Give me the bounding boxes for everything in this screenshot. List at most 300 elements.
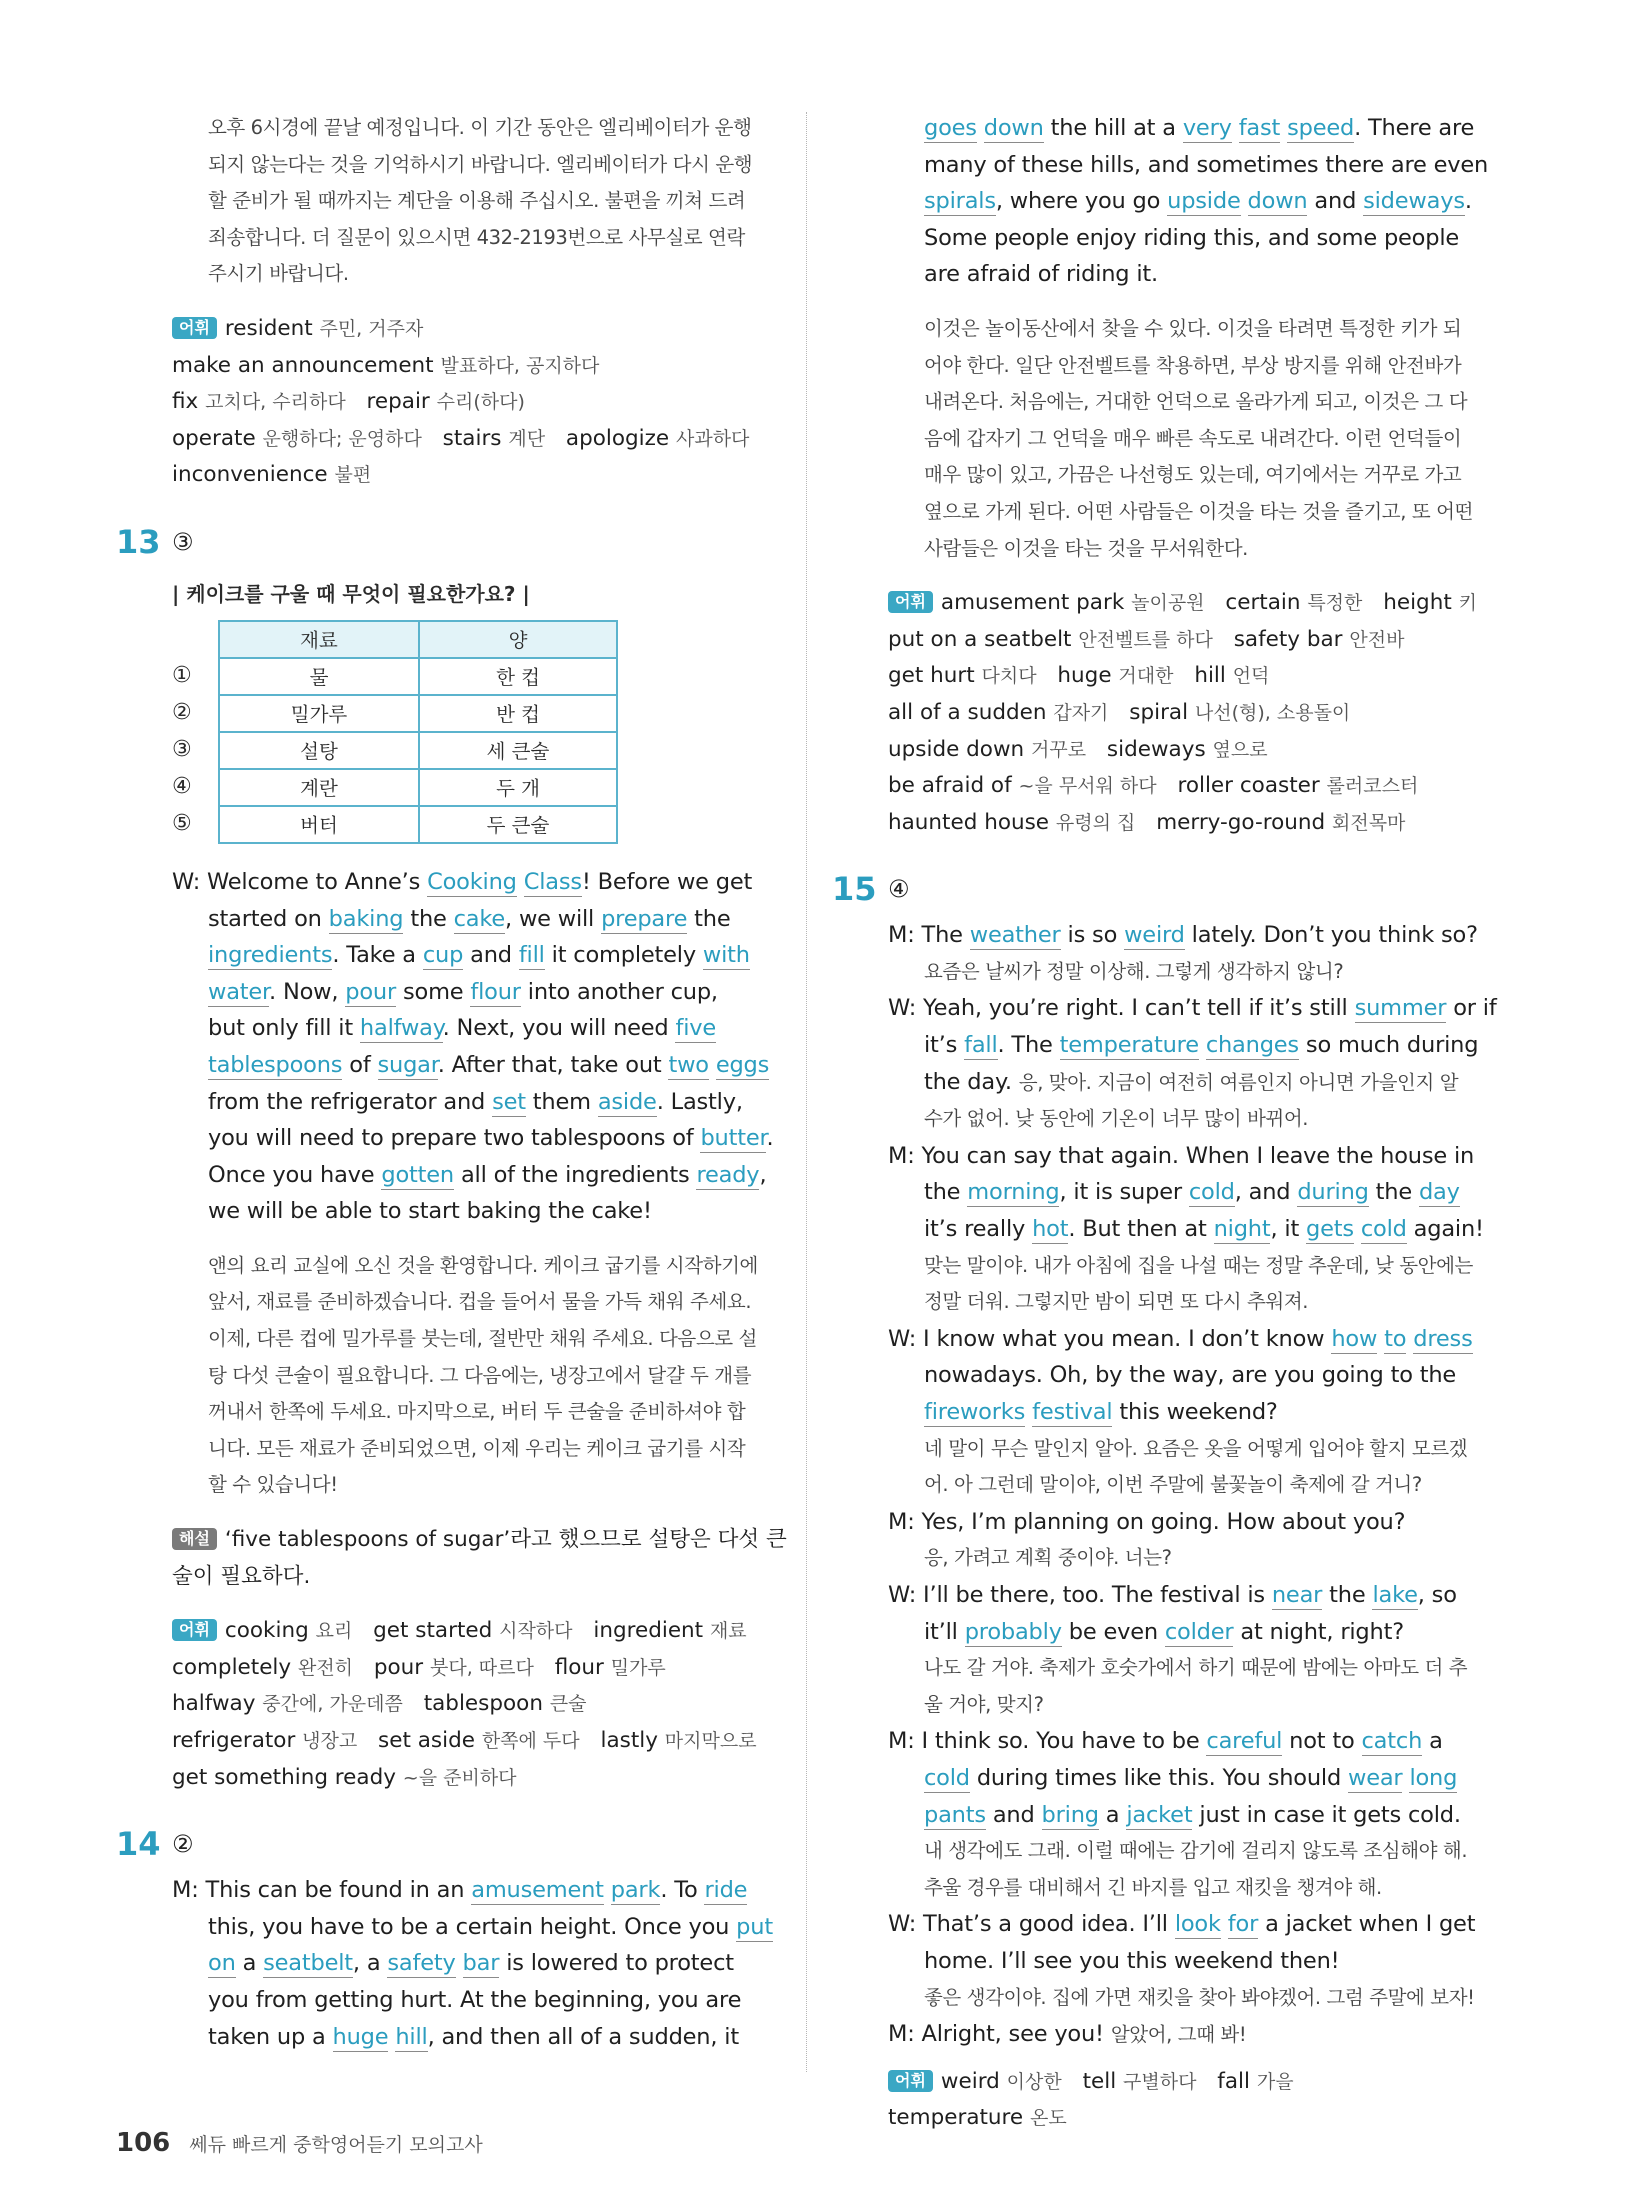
vocab-en: hill (1194, 663, 1226, 689)
vocab-en: amusement park (940, 590, 1125, 616)
dialog-line (172, 1909, 792, 1946)
dialog-text: or if (1446, 995, 1497, 1022)
key-word: prepare (601, 905, 688, 932)
vocab-item (172, 1765, 517, 1790)
key-word: long (1409, 1764, 1458, 1791)
dialog-text: them (525, 1088, 598, 1115)
key-word: ingredients (208, 942, 333, 969)
q14-translation (888, 311, 1498, 567)
dialog-text: into another cup, (520, 978, 718, 1005)
vocab-ko: 고치다, 수리하다 (205, 391, 346, 414)
key-word: to (1384, 1325, 1407, 1352)
vocab-ko: 나선(형), 소용돌이 (1194, 701, 1351, 724)
vocab-item (1129, 700, 1350, 725)
q12-vocab (172, 311, 792, 494)
vocab-list (172, 311, 792, 494)
vocab-ko: ~을 무서워 하다 (1018, 775, 1157, 798)
key-word: tablespoons (208, 1051, 343, 1078)
vocab-en: height (1383, 590, 1452, 616)
dialog-text: , where you go (995, 188, 1168, 215)
vocab-ko: 유령의 집 (1055, 811, 1136, 834)
dialog-line (888, 1394, 1498, 1431)
dialog-text: the (687, 905, 731, 932)
vocab-en: tell (1082, 2068, 1117, 2094)
key-word: sugar (377, 1051, 438, 1078)
key-word: upside (1167, 188, 1241, 215)
dialog-text: all of the ingredients (454, 1161, 697, 1188)
key-word: Cooking (427, 868, 517, 895)
dialog-line (888, 1577, 1498, 1614)
key-word: fireworks (924, 1399, 1026, 1425)
table-row (219, 806, 617, 843)
q12-translation (172, 110, 792, 293)
key-word: bring (1041, 1801, 1099, 1828)
dialog-text: , it (1270, 1216, 1307, 1243)
dialog-text (1199, 1032, 1206, 1058)
table-row (219, 732, 617, 769)
vocab-en: apologize (565, 425, 670, 451)
vocab-item (172, 1691, 403, 1716)
vocab-en: temperature (888, 2105, 1024, 2131)
dialog-text (517, 869, 524, 895)
answer-mark: ④ (888, 875, 910, 904)
turn-translation: 좋은 생각이야. 집에 가면 재킷을 찾아 봐야겠어. 그럼 주말에 보자! (924, 1985, 1475, 2009)
key-word: two (668, 1051, 709, 1078)
explanation-line: ‘five tablespoons of sugar’라고 했으므로 설탕은 다섯 큰 (224, 1527, 787, 1553)
vocab-en: refrigerator (172, 1728, 296, 1753)
vocab-en: sideways (1106, 736, 1206, 762)
vocab-item (172, 1728, 357, 1753)
vocab-item (1156, 810, 1405, 835)
dialog-turn (888, 1577, 1498, 1723)
q14-dialog-continued (888, 110, 1498, 293)
ingredient-cell: 버터 (219, 806, 419, 843)
dialog-turn (888, 1138, 1498, 1321)
right-column (832, 110, 1498, 2137)
dialog-text: . After that, take out (437, 1051, 669, 1078)
vocab-ko: 한쪽에 두다 (481, 1730, 580, 1752)
key-word: eggs (715, 1051, 770, 1078)
dialog-line (888, 220, 1498, 257)
vocab-ko: 마지막으로 (664, 1730, 757, 1752)
dialog-text: are afraid of riding it. (924, 261, 1158, 288)
vocab-ko: 냉장고 (302, 1730, 358, 1752)
dialog-text: and (1307, 188, 1364, 215)
vocab-item (1383, 590, 1477, 615)
key-word: wear (1348, 1764, 1403, 1791)
dialog-text: the (1322, 1581, 1373, 1608)
vocab-item (1217, 2069, 1293, 2094)
vocab-item (888, 627, 1213, 652)
vocab-ko: 요리 (315, 1620, 353, 1643)
dialog-text: and (463, 942, 519, 969)
vocab-en: set aside (378, 1728, 475, 1753)
vocab-item (1225, 590, 1362, 615)
key-word: probably (964, 1618, 1062, 1645)
dialog-text: , a (352, 1950, 388, 1977)
dialog-text: . The (997, 1032, 1060, 1059)
inline-translation: 응, 맞아. 지금이 여전히 여름인지 아니면 가을인지 알 (1018, 1070, 1459, 1094)
dialog-text: M: Alright, see you! (888, 2021, 1111, 2048)
dialog-text: from the refrigerator and (208, 1088, 493, 1115)
vocab-en: roller coaster (1177, 773, 1320, 799)
vocab-ko: 주민, 거주자 (319, 317, 424, 340)
vocab-ko: 완전히 (297, 1656, 354, 1679)
dialog-line (172, 1010, 792, 1047)
vocab-ko: ~을 준비하다 (402, 1766, 517, 1789)
key-word: during (1297, 1179, 1369, 1206)
dialog-line (888, 1943, 1498, 1980)
dialog-text: you will need to prepare two tablespoons of (208, 1125, 701, 1152)
vocab-list (172, 1613, 792, 1796)
left-column (116, 110, 792, 2055)
dialog-text: this weekend? (1112, 1399, 1278, 1425)
vocab-ko: 특정한 (1307, 592, 1363, 615)
dialog-line (172, 1982, 792, 2019)
vocab-item (172, 1655, 353, 1680)
dialog-text: again! (1406, 1216, 1484, 1243)
vocab-en: put on a seatbelt (888, 626, 1072, 652)
key-word: careful (1206, 1728, 1283, 1755)
dialog-text: but only fill it (208, 1015, 360, 1042)
text-line: 어야 한다. 일단 안전벨트를 착용하면, 부상 방지를 위해 안전바가 (924, 353, 1462, 377)
vocab-ko: 키 (1458, 592, 1477, 615)
dialog-text: the (924, 1179, 968, 1206)
key-word: speed (1287, 115, 1355, 141)
vocab-item (941, 2069, 1062, 2094)
turn-translation: 정말 더워. 그렇지만 밤이 되면 또 다시 추워져. (924, 1290, 1309, 1314)
dialog-text: home. I’ll see you this weekend then! (924, 1947, 1340, 1974)
turn-translation: 맞는 말이야. 내가 아침에 집을 나설 때는 정말 추운데, 낮 동안에는 (924, 1253, 1473, 1277)
dialog-text: . Take a (332, 942, 423, 969)
dialog-text: nowadays. Oh, by the way, are you going to the (924, 1362, 1457, 1389)
dialog-turn (888, 2016, 1498, 2054)
vocab-en: ingredient (593, 1618, 704, 1644)
dialog-text: M: The (888, 922, 970, 949)
turn-translation: 수가 없어. 낮 동안에 기온이 너무 많이 바뀌어. (924, 1107, 1309, 1131)
text-line: 할 준비가 될 때까지는 계단을 이용해 주십시오. 불편을 끼쳐 드려 (208, 189, 746, 213)
turn-translation: 추울 경우를 대비해서 긴 바지를 입고 재킷을 챙겨야 해. (924, 1875, 1382, 1899)
dialog-line (888, 1321, 1498, 1358)
amount-cell: 세 큰술 (419, 732, 617, 769)
vocab-tag: 어휘 (172, 1619, 217, 1641)
vocab-ko: 큰술 (549, 1693, 587, 1716)
amount-cell: 반 컵 (419, 695, 617, 732)
amount-cell: 두 개 (419, 769, 617, 806)
key-word: morning (967, 1179, 1060, 1206)
key-word: festival (1032, 1399, 1113, 1425)
vocab-item (555, 1655, 666, 1680)
dialog-text: be even (1061, 1618, 1165, 1645)
key-word: spirals (924, 188, 996, 215)
dialog-text: . Now, (269, 978, 346, 1005)
vocab-ko: 구별하다 (1123, 2070, 1197, 2093)
dialog-text: . Next, you will need (442, 1015, 676, 1042)
vocab-ko: 안전바 (1349, 628, 1405, 651)
vocab-ko: 불편 (334, 464, 372, 487)
dialog-text: the (403, 905, 454, 932)
dialog-text: M: This can be found in an (172, 1877, 472, 1904)
dialog-text: . To (660, 1877, 705, 1904)
q13-vocab (172, 1613, 792, 1796)
vocab-en: get hurt (888, 663, 975, 689)
vocab-item (600, 1728, 756, 1753)
key-word: fast (1238, 115, 1281, 141)
explanation-tag: 해설 (172, 1528, 217, 1550)
vocab-en: halfway (172, 1691, 256, 1717)
dialog-turn (888, 1906, 1498, 2016)
dialog-text: during times like this. You should (969, 1764, 1348, 1791)
dialog-line (888, 1504, 1498, 1541)
dialog-line (888, 256, 1498, 293)
vocab-en: completely (172, 1654, 292, 1680)
key-word: dress (1413, 1325, 1473, 1352)
dialog-line (888, 1614, 1498, 1651)
text-line: 옆으로 가게 된다. 어떤 사람들은 이것을 타는 것을 즐기고, 또 어떤 (924, 499, 1473, 523)
vocab-ko: 언덕 (1232, 665, 1270, 688)
vocab-item (172, 462, 371, 487)
vocab-ko: 발표하다, 공지하다 (440, 354, 600, 377)
text-line: 할 수 있습니다! (208, 1473, 338, 1497)
dialog-line (888, 1906, 1498, 1943)
vocab-ko: 거꾸로 (1031, 738, 1087, 761)
vocab-ko: 안전벨트를 하다 (1078, 628, 1213, 651)
key-word: down (983, 115, 1044, 141)
option-label: ④ (172, 773, 192, 799)
vocab-en: inconvenience (172, 462, 328, 488)
dialog-line (888, 1760, 1498, 1797)
dialog-line (172, 1945, 792, 1982)
text-line: 앤의 요리 교실에 오신 것을 환영합니다. 케이크 굽기를 시작하기에 (208, 1253, 758, 1277)
key-word: amusement (471, 1877, 604, 1904)
dialog-text: a (1422, 1728, 1443, 1755)
dialog-line (172, 901, 792, 938)
dialog-line (172, 1872, 792, 1909)
vocab-item (888, 663, 1037, 688)
vocab-ko: 거대한 (1118, 665, 1174, 688)
vocab-ko: 롤러코스터 (1326, 775, 1419, 798)
text-line: 꺼내서 한쪽에 두세요. 마지막으로, 버터 두 큰술을 준비하셔야 합 (208, 1400, 746, 1424)
key-word: baking (328, 905, 404, 932)
vocab-en: upside down (888, 736, 1025, 762)
dialog-text: W: I know what you mean. I don’t know (888, 1325, 1332, 1352)
key-word: fill (518, 942, 545, 969)
key-word: five (675, 1015, 716, 1042)
table-title: | 케이크를 구울 때 무엇이 필요한가요? | (172, 581, 530, 606)
dialog-text (1354, 1216, 1361, 1242)
key-word: down (1247, 188, 1308, 215)
explanation-line: 술이 필요하다. (172, 1563, 311, 1589)
dialog-text: M: Yes, I’m planning on going. How about you? (888, 1508, 1406, 1535)
key-word: fall (964, 1032, 998, 1059)
key-word: ready (696, 1161, 760, 1188)
dialog-text: a jacket when I get (1258, 1911, 1476, 1938)
vocab-item (1177, 773, 1418, 798)
turn-translation: 울 거야, 맞지? (924, 1692, 1044, 1716)
dialog-text: is lowered to protect (499, 1950, 734, 1977)
ingredient-cell: 계란 (219, 769, 419, 806)
vocab-en: merry-go-round (1156, 809, 1326, 835)
key-word: cup (422, 942, 464, 969)
dialog-line (888, 1211, 1498, 1248)
table-row (219, 695, 617, 732)
vocab-item (888, 773, 1157, 798)
dialog-text: just in case it gets cold. (1192, 1801, 1461, 1828)
dialog-line (172, 864, 792, 901)
vocab-en: certain (1225, 590, 1301, 616)
q14-dialog (172, 1872, 792, 2055)
dialog-line (172, 2019, 792, 2056)
dialog-line (172, 1157, 792, 1194)
dialog-text: , it is super (1059, 1179, 1189, 1206)
dialog-text: , and then all of a sudden, it (427, 2023, 739, 2050)
key-word: on (208, 1950, 236, 1977)
vocab-en: fix (172, 389, 199, 415)
q15-vocab (888, 2064, 1498, 2137)
q13-header (116, 520, 792, 570)
vocab-item (378, 1728, 580, 1753)
vocab-item (443, 426, 545, 451)
vocab-item (367, 389, 525, 414)
dialog-text (1241, 188, 1248, 214)
vocab-item (172, 426, 422, 451)
key-word: jacket (1126, 1801, 1193, 1828)
key-word: weird (1124, 922, 1185, 949)
key-word: gets (1306, 1216, 1354, 1243)
dialog-line (172, 937, 792, 974)
vocab-list (888, 585, 1498, 841)
dialog-text: a (235, 1950, 264, 1977)
key-word: park (610, 1877, 661, 1904)
key-word: near (1271, 1581, 1323, 1608)
vocab-item (888, 2105, 1067, 2130)
dialog-text: the day. (924, 1068, 1019, 1095)
vocab-item (888, 700, 1108, 725)
option-label: ⑤ (172, 810, 192, 836)
key-word: halfway (359, 1015, 443, 1042)
dialog-text: is so (1060, 922, 1125, 949)
dialog-text: it’ll (924, 1618, 965, 1645)
vocab-en: weird (940, 2068, 1000, 2094)
vocab-ko: 수리(하다) (436, 391, 525, 414)
dialog-text: W: Yeah, you’re right. I can’t tell if it’s still (888, 995, 1355, 1022)
vocab-en: fall (1217, 2068, 1250, 2094)
vocab-en: repair (366, 389, 430, 415)
vocab-ko: 다치다 (981, 665, 1037, 688)
key-word: pants (924, 1801, 986, 1828)
key-word: pour (345, 978, 397, 1005)
turn-translation: 응, 가려고 계획 중이야. 너는? (924, 1546, 1172, 1570)
key-word: hill (395, 2023, 428, 2050)
vocab-ko: 놀이공원 (1131, 592, 1205, 615)
vocab-en: resident (224, 315, 313, 341)
key-word: sideways (1363, 188, 1465, 215)
vocab-tag: 어휘 (888, 2070, 933, 2092)
dialog-text: it completely (544, 942, 703, 969)
dialog-line (172, 974, 792, 1011)
dialog-text: lately. Don’t you think so? (1184, 922, 1478, 949)
dialog-line (888, 2016, 1498, 2054)
page-footer (116, 2128, 483, 2158)
dialog-text (456, 1950, 463, 1976)
table-row (219, 769, 617, 806)
dialog-text: started on (208, 905, 329, 932)
vocab-item (172, 353, 599, 378)
text-line: 니다. 모든 재료가 준비되었으면, 이제 우리는 케이크 굽기를 시작 (208, 1436, 746, 1460)
key-word: water (208, 978, 270, 1005)
vocab-ko: 이상한 (1006, 2070, 1062, 2093)
dialog-text: M: You can say that again. When I leave the house in (888, 1142, 1475, 1169)
q14-header (116, 1822, 792, 1872)
dialog-text: W: That’s a good idea. I’ll (888, 1911, 1175, 1938)
vocab-en: safety bar (1233, 626, 1343, 652)
dialog-line (888, 1723, 1498, 1760)
vocab-item (172, 389, 346, 414)
vocab-ko: 재료 (709, 1620, 747, 1643)
key-word: temperature (1059, 1032, 1199, 1059)
vocab-item (1194, 663, 1269, 688)
dialog-text: W: I’ll be there, too. The festival is (888, 1581, 1272, 1608)
q15-dialog (888, 917, 1498, 2053)
dialog-line (888, 183, 1498, 220)
vocab-item (373, 1618, 572, 1643)
option-label: ③ (172, 736, 192, 762)
dialog-text: . But then at (1068, 1216, 1214, 1243)
vocab-ko: 중간에, 가운데쯤 (262, 1693, 403, 1716)
turn-translation: 나도 갈 거야. 축제가 호숫가에서 하기 때문에 밤에는 아마도 더 추 (924, 1656, 1468, 1680)
text-line: 주시기 바랍니다. (208, 262, 349, 286)
answer-mark: ② (172, 1830, 194, 1859)
dialog-line (172, 1084, 792, 1121)
key-word: gotten (381, 1161, 454, 1188)
ingredient-cell: 밀가루 (219, 695, 419, 732)
q15-header (832, 867, 1498, 917)
dialog-text: this, you have to be a certain height. Once you (208, 1913, 737, 1940)
vocab-en: operate (172, 425, 256, 451)
q14-vocab (888, 585, 1498, 841)
key-word: day (1418, 1179, 1460, 1206)
question-number: 13 (116, 522, 161, 561)
vocab-en: spiral (1129, 699, 1189, 725)
dialog-text (604, 1877, 611, 1903)
vocab-en: be afraid of (888, 773, 1012, 799)
dialog-text: M: I think so. You have to be (888, 1728, 1207, 1755)
dialog-line (888, 1174, 1498, 1211)
amount-cell: 한 컵 (419, 658, 617, 695)
vocab-item (941, 590, 1205, 615)
key-word: ride (704, 1877, 748, 1904)
page-number: 106 (116, 2128, 171, 2158)
vocab-en: get something ready (172, 1764, 396, 1790)
vocab-item (424, 1691, 587, 1716)
dialog-text: Some people enjoy riding this, and some people (924, 224, 1460, 251)
vocab-item (374, 1655, 534, 1680)
dialog-line (888, 917, 1498, 954)
explanation-text (172, 1522, 792, 1595)
dialog-text: . (766, 1125, 774, 1152)
vocab-item (1107, 737, 1268, 762)
dialog-text (977, 115, 984, 141)
table-row (219, 658, 617, 695)
vocab-ko: 가을 (1256, 2070, 1294, 2093)
vocab-ko: 회전목마 (1332, 811, 1406, 834)
vocab-en: all of a sudden (888, 699, 1047, 725)
turn-translation: 요즘은 날씨가 정말 이상해. 그렇게 생각하지 않니? (924, 959, 1344, 983)
dialog-line (172, 1193, 792, 1230)
text-line: 앞서, 재료를 준비하겠습니다. 컵을 들어서 물을 가득 채워 주세요. (208, 1290, 752, 1314)
dialog-line (888, 1064, 1498, 1102)
key-word: changes (1205, 1032, 1299, 1059)
